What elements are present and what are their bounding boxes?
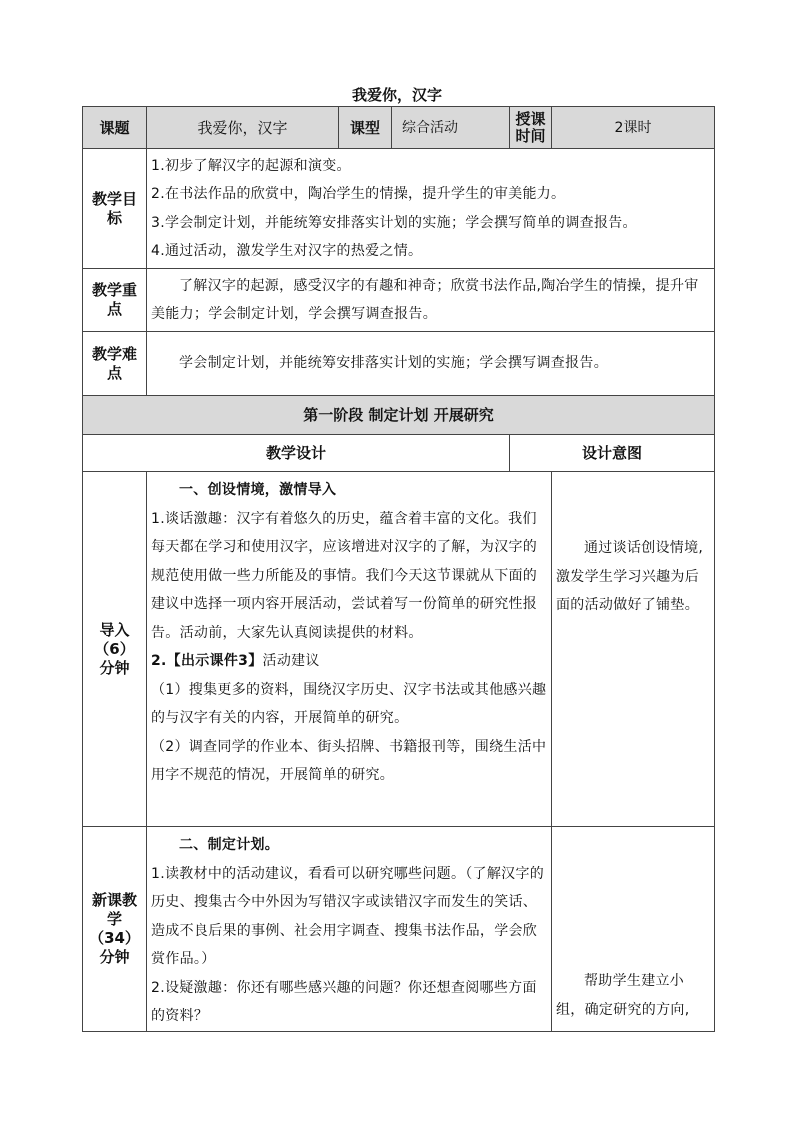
document-title: 我爱你，汉字 <box>351 86 442 104</box>
key-points-content <box>147 269 715 332</box>
type-value: 综合活动 <box>392 107 510 149</box>
stage-row <box>83 396 715 435</box>
label-time: 授课时间 <box>510 107 552 149</box>
intro-paragraph <box>151 647 547 676</box>
difficulties-text: 学会制定计划，并能统筹安排落实计划的实施；学会撰写调查报告。 <box>179 355 608 372</box>
intro-paragraph: 1.谈话激趣：汉字有着悠久的历史，蕴含着丰富的文化。我们每天都在学习和使用汉字，应该增进对汉字的了解，为汉字的规范使用做一些力所能及的事情。我们今天这节课就从下面的建议中选择一项内容开展活动，尝试着写一份简单的研究性报告。活动前，大家先认真阅读提供的材料。 <box>151 510 538 641</box>
intro-suggest-label: 活动建议 <box>262 653 320 669</box>
goal-item: 2.在书法作品的欣赏中，陶冶学生的情操，提升学生的审美能力。 <box>151 186 566 202</box>
goals-label: 教学目标 <box>83 149 147 269</box>
stage-title: 第一阶段 制定计划 开展研究 <box>83 396 715 435</box>
intro-paragraph: （2）调查同学的作业本、街头招牌、书籍报刊等，围绕生活中用字不规范的情况，开展简单的研究。 <box>151 738 547 783</box>
goal-item: 3.学会制定计划，并能统筹安排落实计划的实施；学会撰写简单的调查报告。 <box>151 214 637 231</box>
key-points-row <box>83 269 715 332</box>
new-lesson-intent-text: 帮助学生建立小组，确定研究的方向, <box>556 973 690 1018</box>
goals-row <box>83 149 715 269</box>
new-lesson-heading: 二、制定计划。 <box>179 837 280 853</box>
new-lesson-label: 新课教学（34）分钟 <box>83 827 147 1032</box>
new-lesson-paragraph: 1.读教材中的活动建议，看看可以研究哪些问题。（了解汉字的历史、搜集古今中外因为写错汉字或读错汉字而发生的笑话、造成不良后果的事例、社会用字调查、搜集书法作品，学会欣赏作品。） <box>151 865 545 967</box>
difficulties-label: 教学难点 <box>83 332 147 396</box>
key-points-text: 了解汉字的起源，感受汉字的有趣和神奇；欣赏书法作品,陶冶学生的情操，提升审美能力；学会制定计划，学会撰写调查报告。 <box>151 277 699 322</box>
label-topic: 课题 <box>83 107 147 149</box>
topic-value: 我爱你，汉字 <box>147 107 339 149</box>
goals-content <box>147 149 715 269</box>
intro-label: 导入（6）分钟 <box>83 472 147 827</box>
new-lesson-intent <box>552 827 715 1032</box>
new-lesson-row <box>83 827 715 1032</box>
key-points-label: 教学重点 <box>83 269 147 332</box>
goal-item: 1.初步了解汉字的起源和演变。 <box>151 157 351 174</box>
intro-row <box>83 472 715 827</box>
column-header-row <box>83 435 715 472</box>
intro-design <box>147 472 552 827</box>
header-row <box>83 107 715 149</box>
goal-item: 4.通过活动，激发学生对汉字的热爱之情。 <box>151 243 423 259</box>
intro-paragraph: （1）搜集更多的资料，围绕汉字历史、汉字书法或其他感兴趣的与汉字有关的内容，开展简单的研究。 <box>151 681 547 726</box>
intro-intent-text: 通过谈话创设情境,激发学生学习兴趣为后面的活动做好了铺垫。 <box>556 540 704 613</box>
intent-header: 设计意图 <box>510 435 715 472</box>
difficulties-content <box>147 332 715 396</box>
design-header: 教学设计 <box>83 435 510 472</box>
intro-heading: 一、创设情境，激情导入 <box>179 482 337 498</box>
courseware-tag: 2.【出示课件3】 <box>151 653 263 669</box>
time-value: 2课时 <box>552 107 715 149</box>
lesson-plan-table <box>82 106 715 1032</box>
intro-intent <box>552 472 715 827</box>
difficulties-row <box>83 332 715 396</box>
new-lesson-design <box>147 827 552 1032</box>
label-type: 课型 <box>339 107 392 149</box>
new-lesson-paragraph: 2.设疑激趣：你还有哪些感兴趣的问题？你还想查阅哪些方面的资料？ <box>151 979 537 1024</box>
